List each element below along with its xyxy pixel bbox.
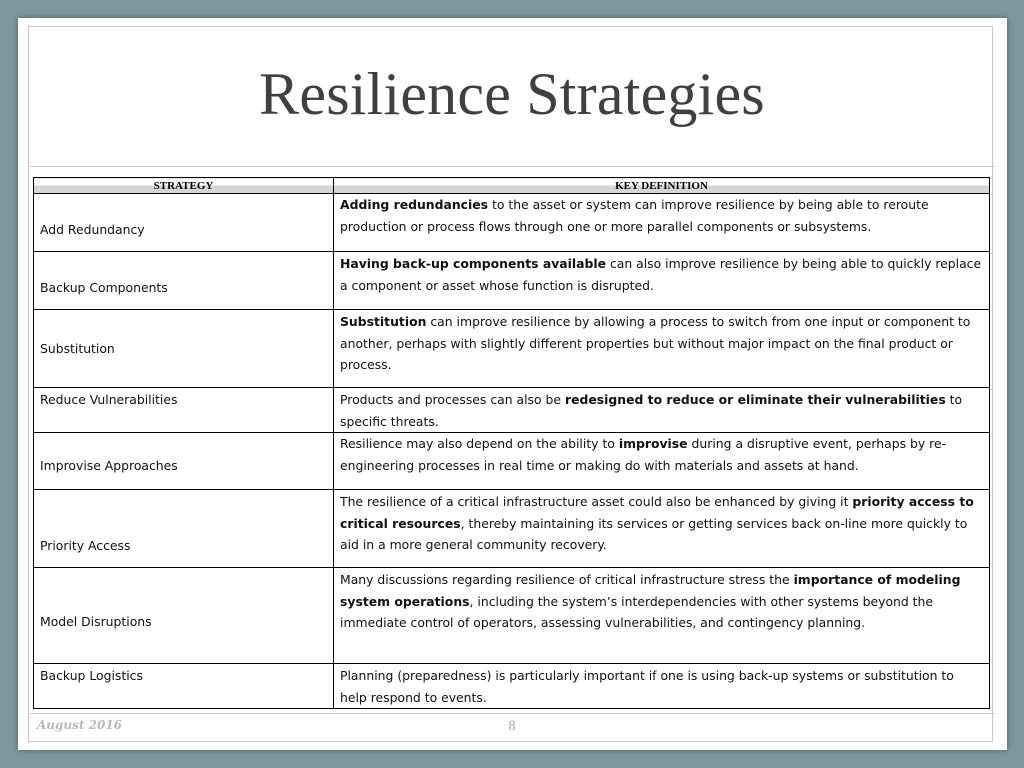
definition-emphasis: redesigned to reduce or eliminate their vulnerabilities [564,392,946,407]
definition-text: can also improve resilience by being able to quickly replace a component or asset whose function is disrupted. [340,256,982,293]
page-number: 8 [508,718,516,734]
strategy-cell: Reduce Vulnerabilities [34,388,334,433]
strategies-table [33,177,990,709]
header-strategy: STRATEGY [34,178,334,194]
definition-text: Resilience may also depend on the ability to [340,436,619,451]
definition-text: The resilience of a critical infrastructure asset could also be enhanced by giving it [340,494,853,509]
table-row [34,194,990,252]
strategy-cell: Backup Logistics [34,664,334,709]
definition-text: to the asset or system can improve resilience by being able to reroute production or process flows through one or more parallel components or subsystems. [340,197,929,234]
definition-text: Many discussions regarding resilience of critical infrastructure stress the [340,572,794,587]
definition-cell [334,433,990,490]
definition-emphasis: Adding redundancies [340,197,489,212]
definition-text: , thereby maintaining its services or getting services back on-line more quickly to aid in a more general community recovery. [340,515,968,552]
definition-text: , including the system’s interdependencies with other systems beyond the immediate control of operators, assessing vulnerabilities, and contingency planning. [340,593,934,630]
definition-cell [334,490,990,568]
definition-cell [334,252,990,310]
title-divider [30,166,995,167]
strategy-cell: Add Redundancy [34,194,334,252]
definition-text: Products and processes can also be [340,392,565,407]
slide-title: Resilience Strategies [259,61,765,127]
definition-text: can improve resilience by allowing a process to switch from one input or component to another, perhaps with slightly different properties but without major impact on the final product or process. [340,314,971,372]
definition-emphasis: Substitution [340,314,427,329]
table-row [34,433,990,490]
table-row [34,388,990,433]
header-key-definition: KEY DEFINITION [334,178,990,194]
table-row [34,252,990,310]
definition-cell: Planning (preparedness) is particularly important if one is using back-up systems or substitution to help respond to events. [334,664,990,709]
strategy-cell: Backup Components [34,252,334,310]
table-row [34,490,990,568]
definition-text: to specific threats. [340,392,963,429]
definition-emphasis: importance of modeling system operations [340,572,961,609]
definition-emphasis: improvise [618,436,688,451]
definition-emphasis: priority access to critical resources [340,494,974,531]
strategy-cell: Priority Access [34,490,334,568]
definition-cell [334,568,990,664]
table-header-row [34,178,990,194]
footer-divider [30,713,995,714]
definition-cell [334,310,990,388]
definition-cell [334,194,990,252]
table-row [34,568,990,664]
strategy-cell: Improvise Approaches [34,433,334,490]
strategy-cell: Model Disruptions [34,568,334,664]
definition-cell [334,388,990,433]
table-row [34,664,990,709]
strategy-cell: Substitution [34,310,334,388]
definition-text: during a disruptive event, perhaps by re-engineering processes in real time or making do with materials and assets at hand. [340,436,947,473]
definition-emphasis: Having back-up components available [340,256,607,271]
footer-date: August 2016 [37,718,123,732]
table-row [34,310,990,388]
